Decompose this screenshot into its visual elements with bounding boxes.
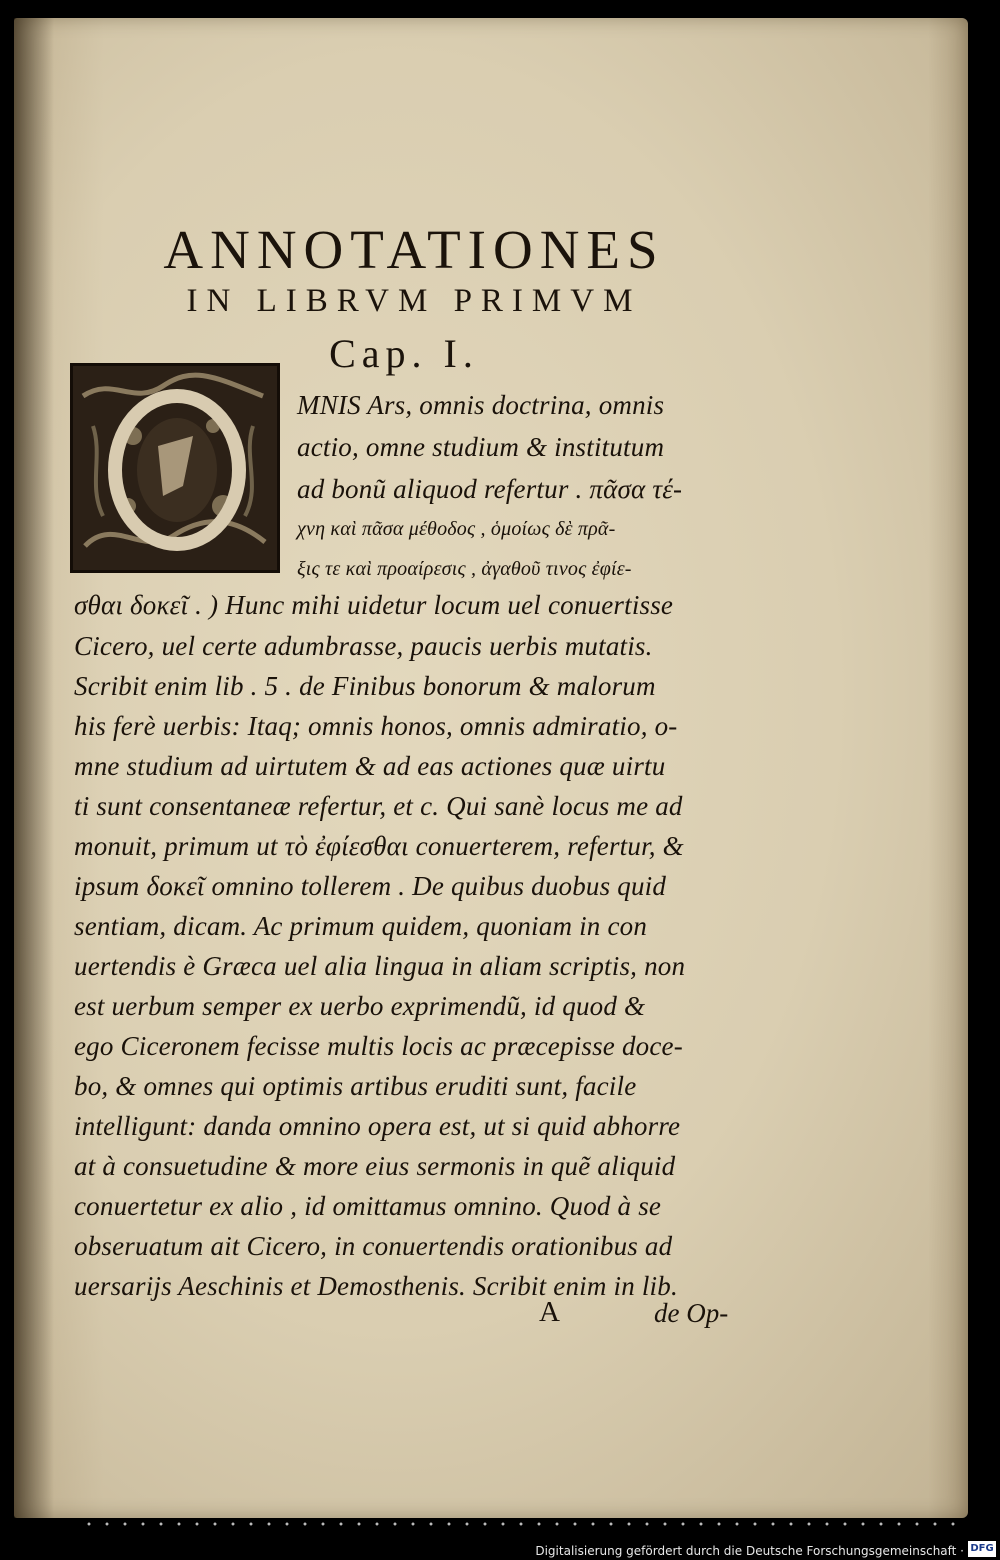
- text-line: monuit, primum ut τὸ ἐφίεσθαι conuerterem, refertur, &: [74, 831, 684, 861]
- signature-mark: A: [539, 1296, 560, 1328]
- text-line: σθαι δοκεῖ . ) Hunc mihi uidetur locum uel conuertisse: [74, 590, 674, 620]
- page-subtitle: IN LIBRVM PRIMVM: [186, 283, 642, 319]
- text-line: ξις τε καὶ προαίρεσις , ἀγαθοῦ τινος ἐφίε-: [297, 558, 632, 580]
- text-line: at à consuetudine & more eius sermonis in quẽ aliquid: [74, 1151, 676, 1181]
- dfg-logo-icon: DFG: [968, 1541, 996, 1557]
- woodcut-initial-icon: [70, 363, 280, 573]
- text-line: mne studium ad uirtutem & ad eas actiones quæ uirtu: [74, 751, 666, 781]
- text-line: obseruatum ait Cicero, in conuertendis orationibus ad: [74, 1231, 673, 1261]
- text-line: Scribit enim lib . 5 . de Finibus bonorum & malorum: [74, 671, 656, 701]
- dotted-rule: [80, 1522, 960, 1526]
- text-line: χνη καὶ πᾶσα μέθοδος , ὁμοίως δὲ πρᾶ-: [297, 518, 616, 540]
- chapter-heading: Cap. I.: [329, 331, 479, 376]
- book-page: [14, 18, 968, 1518]
- woodcut-ornament-icon: [73, 366, 277, 570]
- text-line: conuertetur ex alio , id omittamus omnino. Quod à se: [74, 1191, 662, 1221]
- funding-credit: Digitalisierung gefördert durch die Deutsche Forschungsgemeinschaft ·: [535, 1544, 964, 1558]
- text-line: bo, & omnes qui optimis artibus eruditi sunt, facile: [74, 1071, 637, 1101]
- text-line: ego Ciceronem fecisse multis locis ac præcepisse doce-: [74, 1031, 683, 1061]
- text-line: his ferè uerbis: Itaq; omnis honos, omnis admiratio, o-: [74, 711, 678, 741]
- text-line: ad bonũ aliquod refertur . πᾶσα τέ-: [297, 474, 683, 504]
- text-line: est uerbum semper ex uerbo exprimendũ, id quod &: [74, 991, 646, 1021]
- text-line: ipsum δοκεῖ omnino tollerem . De quibus duobus quid: [74, 871, 667, 901]
- text-line: actio, omne studium & institutum: [297, 432, 665, 462]
- text-line: MNIS Ars, omnis doctrina, omnis: [297, 390, 665, 420]
- spine-shadow: [14, 18, 54, 1518]
- text-line: uertendis è Græca uel alia lingua in aliam scriptis, non: [74, 951, 686, 981]
- text-line: sentiam, dicam. Ac primum quidem, quoniam in con: [74, 911, 648, 941]
- page-title: ANNOTATIONES: [163, 219, 665, 280]
- catchword: de Op-: [654, 1298, 729, 1328]
- text-line: Cicero, uel certe adumbrasse, paucis uerbis mutatis.: [74, 631, 653, 661]
- text-line: ti sunt consentaneæ refertur, et c. Qui sanè locus me ad: [74, 791, 683, 821]
- text-line: intelligunt: danda omnino opera est, ut si quid abhorre: [74, 1111, 681, 1141]
- text-line: uersarijs Aeschinis et Demosthenis. Scribit enim in lib.: [74, 1271, 678, 1301]
